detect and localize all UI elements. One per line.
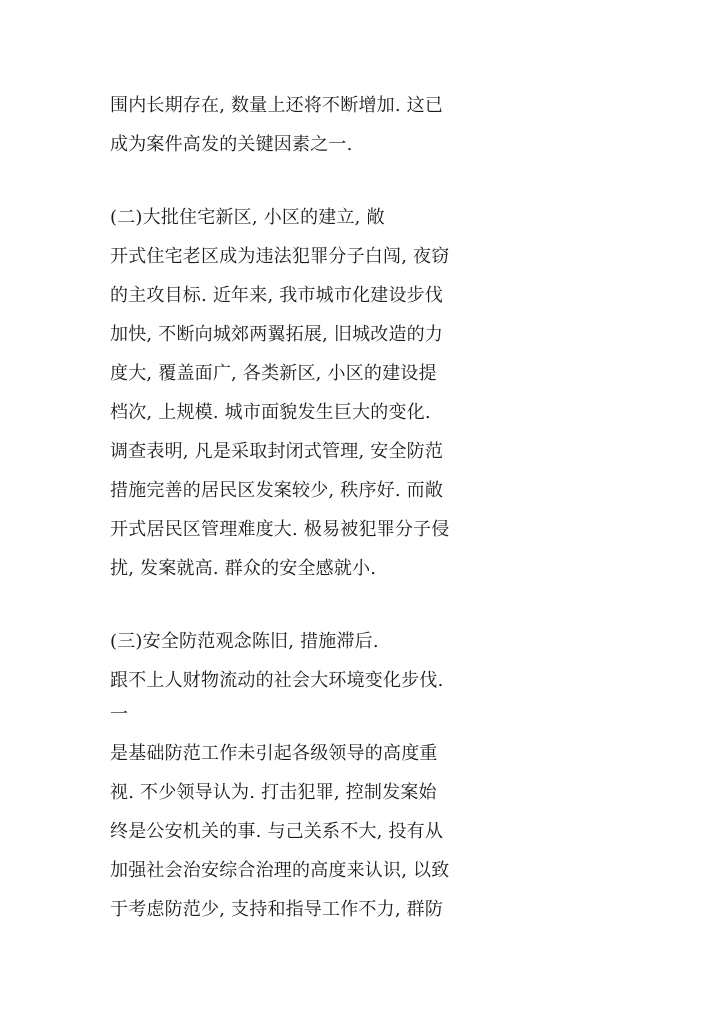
text-line: 开式居民区管理难度大. 极易被犯罪分子侵 [110,519,450,540]
text-line: 扰, 发案就高. 群众的安全感就小. [110,558,377,579]
section-heading: (三)安全防范观念陈旧, 措施滞后. [110,631,379,652]
text-line: 终是公安机关的事. 与己关系不大, 投有从 [110,821,444,842]
text-line: 度大, 覆盖面广, 各类新区, 小区的建设提 [110,363,437,384]
text-line: 开式住宅老区成为违法犯罪分子白闯, 夜窃 [110,246,450,267]
text-line: 视. 不少领导认为. 打击犯罪, 控制发案始 [110,782,437,803]
text-line: 的主攻目标. 近年来, 我市城市化建设步伐 [110,285,444,306]
text-line: 是基础防范工作未引起各级领导的高度重 [110,743,438,764]
text-line: 加强社会治安综合治理的高度来认识, 以致 [110,860,450,881]
text-line: 跟不上人财物流动的社会大环境变化步伐. [110,670,444,691]
text-line: 调查表明, 凡是采取封闭式管理, 安全防范 [110,441,444,462]
text-line: 档次, 上规模. 城市面貌发生巨大的变化. [110,402,431,423]
section-heading: (二)大批住宅新区, 小区的建立, 敞 [110,207,385,228]
text-line: 加快, 不断向城郊两翼拓展, 旧城改造的力 [110,324,444,345]
text-line: 一 [110,704,129,725]
text-line: 围内长期存在, 数量上还将不断增加. 这已 [110,95,444,116]
text-line: 成为案件高发的关键因素之一. [110,134,353,155]
text-line: 措施完善的居民区发案较少, 秩序好. 而敞 [110,480,444,501]
text-line: 于考虑防范少, 支持和指导工作不力, 群防 [110,899,444,920]
